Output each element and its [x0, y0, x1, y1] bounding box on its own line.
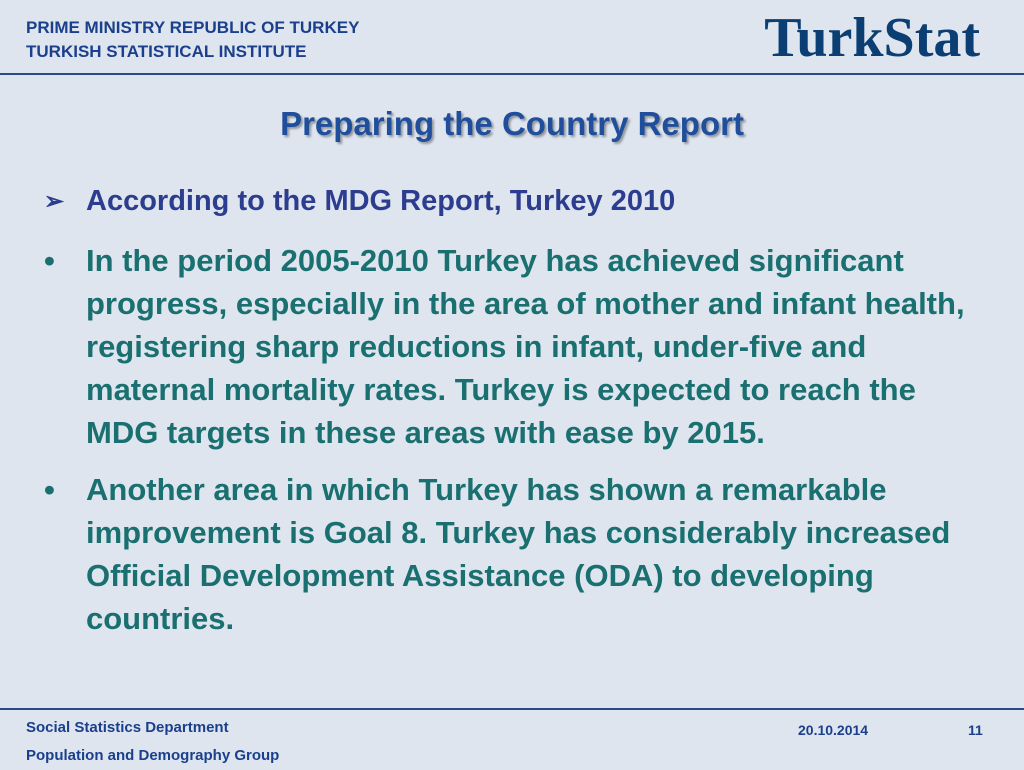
- slide-content: [44, 180, 974, 654]
- department-name: Social Statistics Department: [26, 719, 229, 736]
- bullet-text: In the period 2005-2010 Turkey has achieved significant progress, especially in the area of mother and infant health, registering sharp reductions in infant, under-five and maternal mortality rates. Turkey is expected to reach the MDG targets in these areas with ease by 2015.: [86, 243, 965, 450]
- footer-date: 20.10.2014: [798, 722, 869, 738]
- org-name-line1: PRIME MINISTRY REPUBLIC OF TURKEY: [26, 18, 360, 37]
- bullet-item: [44, 468, 974, 640]
- slide-title: Preparing the Country Report: [280, 105, 744, 142]
- org-name-line2: TURKISH STATISTICAL INSTITUTE: [26, 42, 307, 61]
- bullet-dot-icon: •: [44, 472, 55, 507]
- page-number: 11: [968, 722, 983, 738]
- bullet-text: Another area in which Turkey has shown a remarkable improvement is Goal 8. Turkey has considerably increased Official Development Assistance (ODA) to developing countries.: [86, 472, 951, 636]
- bullet-dot-icon: •: [44, 243, 55, 278]
- lead-text: According to the MDG Report, Turkey 2010: [86, 185, 676, 217]
- group-name: Population and Demography Group: [26, 747, 280, 764]
- header-divider: [0, 73, 1024, 75]
- footer-divider: [0, 708, 1024, 710]
- header-organization: [26, 16, 359, 64]
- footer-department: [26, 714, 279, 770]
- lead-item: [44, 180, 974, 223]
- arrow-bullet-icon: ➢: [44, 188, 65, 215]
- bullet-item: [44, 239, 974, 454]
- turkstat-logo: TurkStat: [764, 7, 980, 69]
